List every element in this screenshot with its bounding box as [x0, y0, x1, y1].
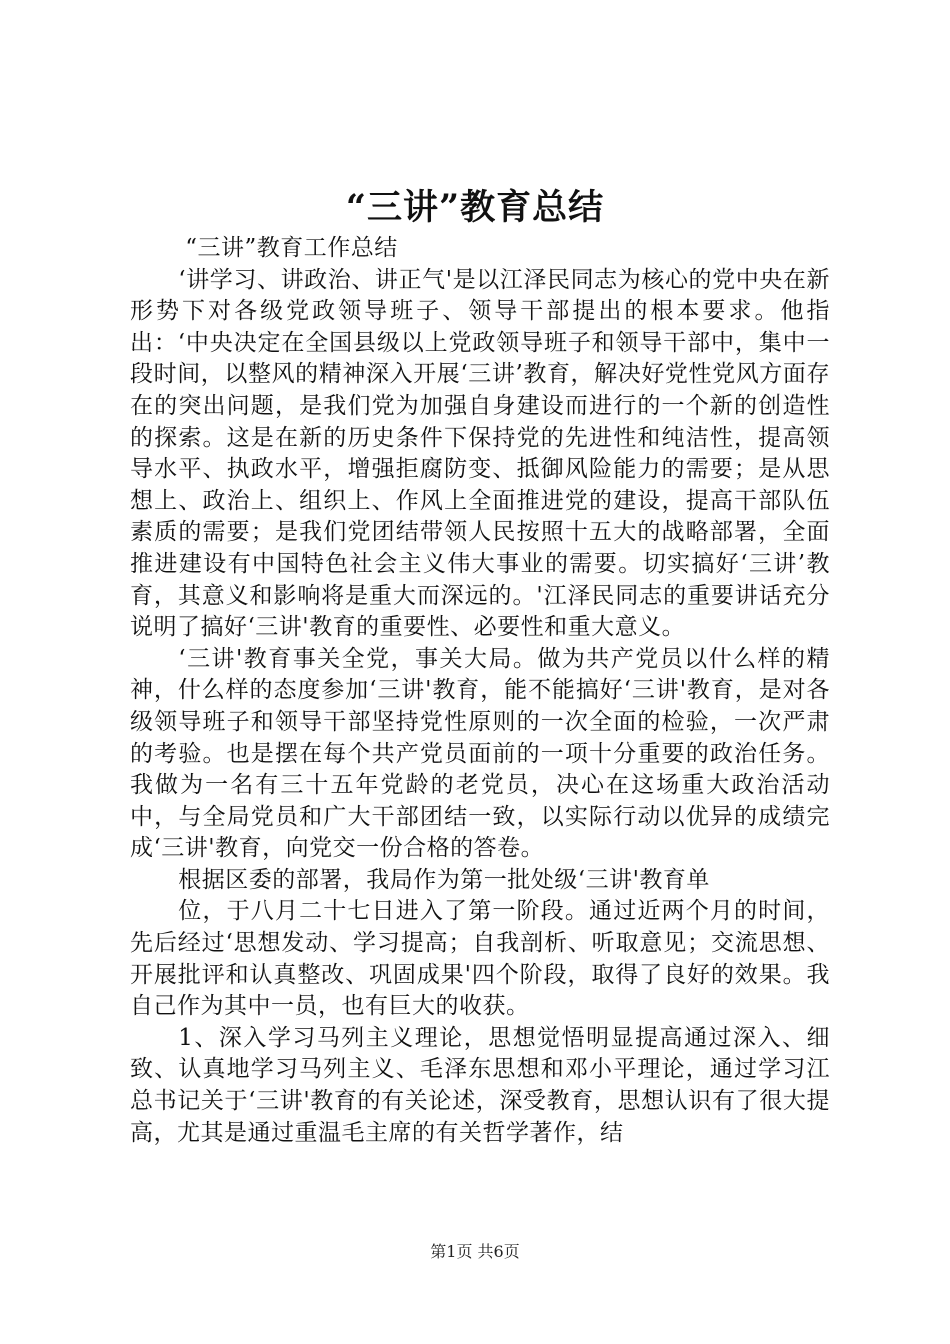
document-title: “三讲”教育总结	[345, 187, 605, 228]
body-paragraph: 1、深入学习马列主义理论，思想觉悟明显提高通过深入、细致、认真地学习马列主义、毛泽东思想和邓小平理论，通过学习江总书记关于‘三讲'教育的有关论述，深受教育，思想认识有了很大提高，尤其是通过重温毛主席的有关哲学著作，结	[130, 1024, 830, 1146]
body-paragraph: ‘讲学习、讲政治、讲正气'是以江泽民同志为核心的党中央在新形势下对各级党政领导班子、领导干部提出的根本要求。他指出：‘中央决定在全国县级以上党政领导班子和领导干部中，集中一段时间，以整风的精神深入开展‘三讲’教育，解决好党性党风方面存在的突出问题，是我们党为加强自身建设而进行的一个新的创造性的探索。这是在新的历史条件下保持党的先进性和纯洁性，提高领导水平、执政水平，增强拒腐防变、抵御风险能力的需要；是从思想上、政治上、组织上、作风上全面推进党的建设，提高干部队伍素质的需要；是我们党团结带领人民按照十五大的战略部署，全面推进建设有中国特色社会主义伟大事业的需要。切实搞好‘三讲’教育，其意义和影响将是重大而深远的。'江泽民同志的重要讲话充分说明了搞好‘三讲'教育的重要性、必要性和重大意义。	[130, 266, 830, 641]
document-body	[130, 233, 830, 1149]
body-paragraph: 位，于八月二十七日进入了第一阶段。通过近两个月的时间，先后经过‘思想发动、学习提高；自我剖析、听取意见；交流思想、开展批评和认真整改、巩固成果'四个阶段，取得了良好的效果。我自己作为其中一员，也有巨大的收获。	[130, 898, 830, 1020]
body-paragraph: ‘三讲'教育事关全党，事关大局。做为共产党员以什么样的精神，什么样的态度参加‘三讲'教育，能不能搞好‘三讲'教育，是对各级领导班子和领导干部坚持党性原则的一次全面的检验，一次严肃的考验。也是摆在每个共产党员面前的一项十分重要的政治任务。我做为一名有三十五年党龄的老党员，决心在这场重大政治活动中，与全局党员和广大干部团结一致，以实际行动以优异的成绩完成‘三讲'教育，向党交一份合格的答卷。	[130, 645, 830, 862]
subtitle-paragraph: “三讲”教育工作总结	[185, 235, 398, 261]
page-number-footer: 第1页 共6页	[430, 1242, 520, 1261]
body-paragraph: 根据区委的部署，我局作为第一批处级‘三讲'教育单	[178, 866, 710, 893]
